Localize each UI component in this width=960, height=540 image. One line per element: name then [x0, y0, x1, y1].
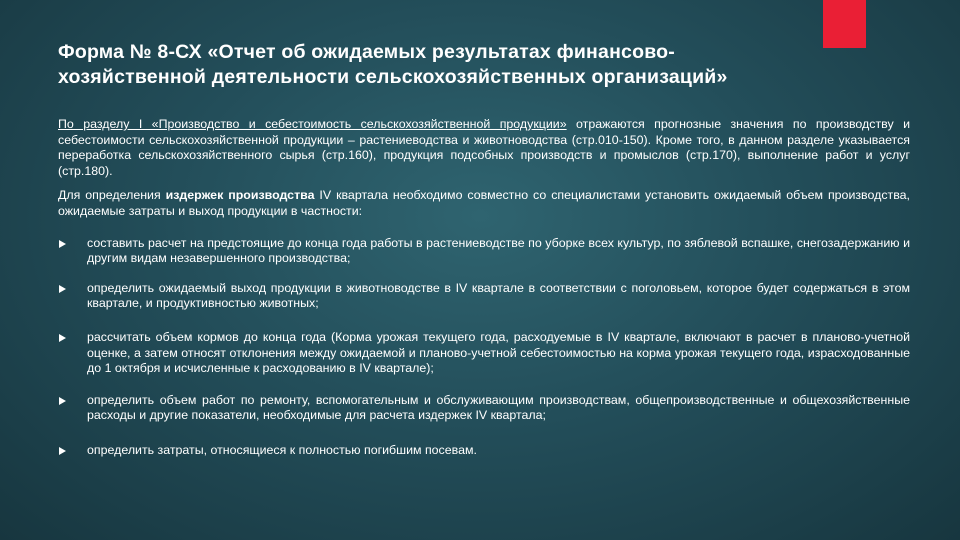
list-item-text: определить затраты, относящиеся к полностью погибшим посевам. [87, 442, 477, 457]
intro-bold-term: издержек производства [165, 188, 315, 203]
triangle-bullet-icon [59, 397, 66, 405]
intro-paragraph [58, 188, 910, 219]
list-item-text: определить объем работ по ремонту, вспомогательным и обслуживающим производствам, общепроизводственные и общехозяйственные расходы и другие показатели, необходимые для расчета издержек IV квартала; [87, 392, 910, 423]
list-item-text: определить ожидаемый выход продукции в животноводстве в IV квартале в соответствии с поголовьем, которое будет содержаться в этом квартале, и продуктивностью животных; [87, 280, 910, 311]
list-item [58, 330, 910, 377]
triangle-bullet-icon [59, 447, 66, 455]
slide-title: Форма № 8-СХ «Отчет об ожидаемых результатах финансово-хозяйственной деятельности сельскохозяйственных организаций» [58, 41, 728, 88]
section-heading: По разделу I «Производство и себестоимость сельскохозяйственной продукции» [58, 117, 567, 131]
list-item [58, 281, 910, 312]
intro-text-after: IV квартала необходимо совместно со специалистами установить ожидаемый объем производства, ожидаемые затраты и выход продукции в частности: [58, 188, 910, 218]
list-item [58, 236, 910, 267]
intro-text-before: Для определения [58, 188, 166, 203]
list-item [58, 393, 910, 424]
slide-body [58, 117, 910, 459]
list-item [58, 443, 910, 459]
section-text: отражаются прогнозные значения по производству и себестоимости сельскохозяйственной продукции – растениеводства и животноводства (стр.010-150). Кроме того, в данном разделе указывается переработка сельскохозяйственного сырья (стр.160), продукция подсобных производств и промыслов (стр.170), выполнение работ и услуг (стр.180). [58, 117, 910, 178]
section-paragraph [58, 117, 910, 179]
list-item-text: составить расчет на предстоящие до конца года работы в растениеводстве по уборке всех культур, по зяблевой вспашке, снегозадержанию и другим видам незавершенного производства; [87, 235, 910, 266]
triangle-bullet-icon [59, 240, 66, 248]
triangle-bullet-icon [59, 285, 66, 293]
bullet-list [58, 236, 910, 459]
list-item-text: рассчитать объем кормов до конца года (Корма урожая текущего года, расходуемые в IV квартале, включают в расчет в планово-учетной оценке, а затем относят отклонения между ожидаемой и планово-учетной себестоимостью на корма урожая текущего года, израсходованные до 1 октября и исчисленные к расходованию в IV квартале); [87, 329, 911, 376]
red-accent-bar [823, 0, 866, 48]
triangle-bullet-icon [59, 334, 66, 342]
